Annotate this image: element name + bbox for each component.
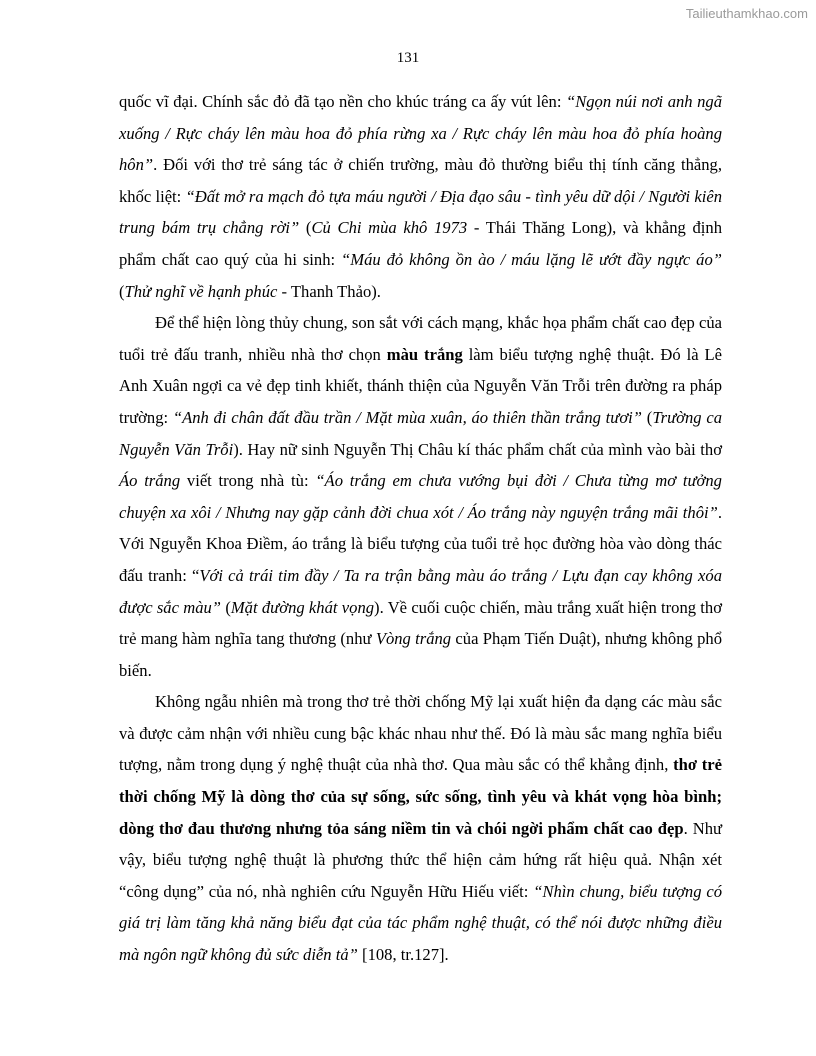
page-number: 131 [396, 50, 420, 66]
italic-text: “Máu đỏ không ồn ào / máu lặng lẽ ướt đầy ngực áo” [341, 249, 722, 269]
bold-text: màu trắng [386, 344, 463, 364]
text-run: viết trong nhà tù: [180, 471, 316, 491]
text-run: - Thanh Thảo). [277, 281, 381, 301]
text-run: làm biểu tượng nghệ thuật. Đó là Lê Anh Xuân ngợi ca vẻ đẹp tinh khiết, thánh thiện của Nguyễn Văn Trỗi trên đường ra pháp trường: [119, 344, 723, 427]
italic-text: Củ Chi mùa khô 1973 [311, 218, 468, 238]
text-run: của Phạm Tiến Duật), nhưng không phổ biến. [119, 629, 723, 680]
text-run: . Như vậy, biểu tượng nghệ thuật là phương thức thể hiện cảm hứng rất hiệu quả. Nhận xét “công dụng” của nó, nhà nghiên cứu Nguyễn Hữu Hiếu viết: [119, 818, 722, 901]
text-run: - Thái Thăng Long), và khẳng định phẩm chất cao quý của hi sinh: [119, 218, 722, 269]
text-run: quốc vĩ đại. Chính sắc đỏ đã tạo nền cho khúc tráng ca ấy vút lên: [119, 92, 566, 111]
italic-text: Trường ca Nguyễn Văn Trỗi [119, 407, 722, 459]
italic-text: “Áo trắng em chưa vướng bụi đời / Chưa từng mơ tưởng chuyện xa xôi / Nhưng nay gặp cảnh đời chua xót / Áo trắng này nguyện trắng mãi thôi” [119, 471, 722, 522]
text-run: [108, tr.127]. [357, 945, 449, 965]
italic-text: Áo trắng [119, 471, 181, 491]
italic-text: Thử nghĩ về hạnh phúc [124, 281, 278, 301]
text-run: Để thể hiện lòng thủy chung, son sắt với cách mạng, khắc họa phẩm chất cao đẹp của tuổi trẻ đấu tranh, nhiều nhà thơ chọn [119, 313, 722, 364]
italic-text: Với cả trái tim đầy / Ta ra trận bằng màu áo trắng / Lựu đạn cay không xóa được sắc màu” [119, 565, 722, 617]
italic-text: “Anh đi chân đất đầu trần / Mặt mùa xuân, áo thiên thần trắng tươi” [172, 407, 643, 427]
bold-text: thơ trẻ thời chống Mỹ là dòng thơ của sự sống, sức sống, tình yêu và khát vọng hòa bình; dòng thơ đau thương nhưng tỏa sáng niềm tin và chói ngời phẩm chất cao đẹp [119, 755, 722, 838]
text-run: . Với Nguyễn Khoa Điềm, áo trắng là biểu tượng của tuổi trẻ học đường hòa vào dòng thác đấu tranh: “ [119, 502, 722, 585]
text-run: ( [119, 281, 125, 301]
text-run: Không ngẫu nhiên mà trong thơ trẻ thời chống Mỹ lại xuất hiện đa dạng các màu sắc và được cảm nhận với nhiều cung bậc khác nhau như thế. Đó là màu sắc mang nghĩa biểu tượng, nằm trong dụng ý nghệ thuật của nhà thơ. Qua màu sắc có thể khẳng định, [119, 692, 722, 775]
italic-text: “Ngọn núi nơi anh ngã xuống / Rực cháy lên màu hoa đỏ phía rừng xa / Rực cháy lên màu hoa đỏ phía hoàng hôn” [119, 92, 722, 175]
italic-text: “Đất mở ra mạch đỏ tựa máu người / Địa đạo sâu - tình yêu dữ dội / Người kiên trung bám trụ chẳng rời” [119, 186, 722, 238]
text-run: ( [299, 218, 312, 238]
italic-text: “Nhìn chung, biểu tượng có giá trị làm tăng khả năng biểu đạt của tác phẩm nghệ thuật, có thể nói được những điều mà ngôn ngữ không đủ sức diễn tả” [119, 881, 722, 965]
italic-text: Mặt đường khát vọng [230, 597, 375, 617]
text-run: ( [221, 597, 231, 617]
watermark: Tailieuthamkhao.com [685, 6, 808, 21]
document-body [119, 86, 722, 971]
text-run: ( [642, 407, 653, 427]
paragraph-white-color [119, 307, 722, 686]
text-run: ). Hay nữ sinh Nguyễn Thị Châu kí thác phẩm chất của mình vào bài thơ [233, 439, 722, 459]
paragraph-red-color [119, 86, 722, 307]
text-run: ). Về cuối cuộc chiến, màu trắng xuất hiện trong thơ trẻ mang hàm nghĩa tang thương (như [119, 597, 722, 649]
italic-text: Vòng trắng [375, 629, 452, 649]
paragraph-conclusion [119, 686, 722, 970]
text-run: . Đối với thơ trẻ sáng tác ở chiến trường, màu đỏ thường biểu thị tính căng thẳng, khốc liệt: [119, 155, 722, 206]
